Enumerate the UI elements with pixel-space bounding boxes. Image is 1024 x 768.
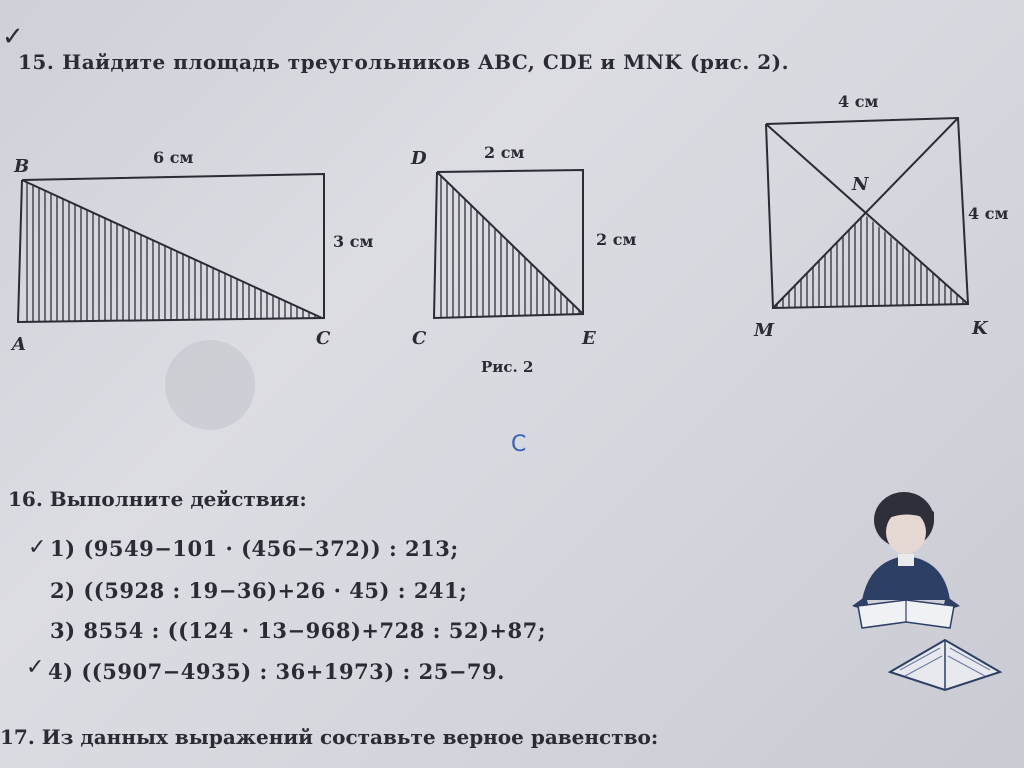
problem-16-item-1: 1) (9549−101 · (456−372)) : 213; bbox=[50, 536, 459, 561]
point-d-label: D bbox=[411, 148, 427, 169]
rect2-top-length: 2 см bbox=[484, 143, 525, 162]
problem-17-heading bbox=[0, 725, 658, 749]
point-k-label: K bbox=[972, 318, 988, 339]
handwritten-letter: С bbox=[511, 432, 527, 457]
point-e-label: E bbox=[582, 328, 596, 349]
rect1-side-length: 3 см bbox=[333, 232, 374, 251]
problem-16-number: 16. bbox=[8, 487, 43, 511]
rect2-side-length: 2 см bbox=[596, 230, 637, 249]
check-mark-icon: ✓ bbox=[28, 535, 47, 560]
problem-16-text: Выполните действия: bbox=[49, 487, 307, 511]
point-c-label-1: C bbox=[316, 328, 331, 349]
problem-15-text: Найдите площадь треугольников ABC, CDE и MNK (рис. 2). bbox=[62, 50, 790, 74]
point-m-label: M bbox=[754, 320, 774, 341]
check-mark-icon: ✓ bbox=[2, 22, 24, 52]
problem-15-number: 15. bbox=[18, 50, 55, 74]
problem-16-item-3: 3) 8554 : ((124 · 13−968)+728 : 52)+87; bbox=[50, 618, 546, 643]
point-b-label: B bbox=[14, 156, 30, 177]
problem-17-number: 17. bbox=[0, 725, 35, 749]
square-side-length: 4 см bbox=[968, 204, 1009, 223]
rect1-top-length: 6 см bbox=[153, 148, 194, 167]
figure-caption: Рис. 2 bbox=[481, 358, 534, 376]
square-top-length: 4 см bbox=[838, 92, 879, 111]
point-n-label: N bbox=[852, 174, 869, 195]
point-c-label-2: C bbox=[412, 328, 427, 349]
check-mark-icon: ✓ bbox=[26, 655, 45, 680]
point-a-label: A bbox=[12, 334, 26, 355]
problem-16-item-2: 2) ((5928 : 19−36)+26 · 45) : 241; bbox=[50, 578, 468, 603]
problem-16-item-4: 4) ((5907−4935) : 36+1973) : 25−79. bbox=[48, 659, 505, 684]
problem-17-text: Из данных выражений составьте верное равенство: bbox=[41, 725, 659, 749]
